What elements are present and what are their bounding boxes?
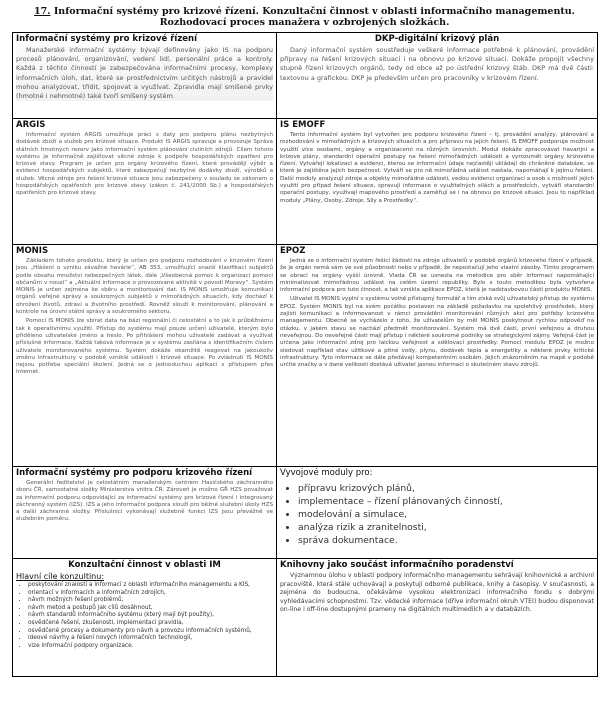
cell-body-monis xyxy=(16,258,273,377)
paragraph: Uživatel IS MONIS vyplní v systému volně přístupný formulář a tím získá svůj uživatelský přístup do systému EPOZ. Systém MONIS byl na svém počátku postaven na základě požadavku na spolehlivý prostředek, který zajistí komunikaci a informovanost v rámci provádění monitorování různých akcí pro potřeby krizového managementu. Obecně se vycházelo z toho, že uživatelům by měl MONIS poskytnout rychlou odpověď na otázku, v jakém stavu se nachází předmět monitorování. Systém má dvě části, první veřejnou a druhou neveřejnou. Do neveřejné části mají přístup i některé soukromé podniky se strategickými zájmy. Veřejná část je určena jako informační zdroj pro laickou veřejnost a sdělovací prostředky. Pomocí modulu EPOZ je možno sledovat například stav užitkové a pitné vody, plynu, dodávek tepla a energetiky a některé prvky kritické infrastruktury. Tyto informace se dále předávají kompetentním osobám. Jejich znázorněním na mapě v podobě určité značky a v dané velikosti dostává uživatel jasnou informaci o skutečném stavu zdrojů. xyxy=(280,296,594,369)
list-item: • orientací v informacích a informačních zdrojích, xyxy=(28,590,273,598)
list-item: • osvědčené procesy a dokumenty pro návrh a provozu informačních systémů, xyxy=(28,628,273,636)
paragraph: Jedná se o informační systém řešící žádosti na zdroje uživatelů v podobě orgánů krizového řízení v případě, že je orgán nemá sám ve své působnosti nebo v případě, že nepostačují jeho vlastní zásoby. Tímto programem se obrací na orgány vyšší úrovně. Vlada ČR se usnesla na metodice pro sběr informací napomáhající minimalizovat mimořádnou událost na celém území republiky. Bylo s touto metodikou byla vytvořena informační podpora pro tuto činnost, a tak vznikla aplikace EPOZ, která je nadstavbovou částí produktu MONIS. xyxy=(280,258,594,294)
cell-knihovny xyxy=(277,559,598,677)
paragraph: Tento informační systém byl vytvořen pro podporu krizového řízení – tj. provádění analýzy, plánování a rozhodování v mimořádných a krizových situacích a pro přípravu na jejich řešení. IS EMOFF podporuje možnost využití více osobami, orgány a organizacemi na různých úrovních. Modul dokáže zpracovávat havarijní a krizové plány, standardní operační postupy na řešení mimořádných událostí a vyrozumět orgány krizového řízení. Vytvářejí lokalizaci a evidenci, kterou se informační údaje nejčastěji ukládají do chráněné databáze, ve které je zajištěna jejich bezpečnost. Vytváří se pro ně mimořádná událost nastala, napomáhají k jejímu řešení. Další moduly analyzují zdroje a objekty mimořádné události, vedou evidenci organizací a osob s možností jejich využití pro případ řešení situace, spravují informace o využitelných silách a prostředcích, vytváří standardní operační postupy, využívají mapového prostředí a zaměřují se i na obnovu po krizové situaci. Jsou to například moduly „Plány, Osoby, Zdroje, Síly a Prostředky“. xyxy=(280,132,594,204)
cell-is-krizove xyxy=(13,33,277,119)
cell-body-epoz xyxy=(280,258,594,369)
paragraph: Významnou úlohu v oblasti podpory informačního managementu sehrávají knihovnické a archivní pracoviště, která stále uchovávají a poskytují odborné publikace, knihy a časopisy. V současnosti, a zejména do budoucna, očekáváme vysokou elektronizaci informačního fondu s dobrými vyhledávacími schopnostmi. Tzv. vědecké informace (dříve informační okruh VTEI) budou disponovat on-line i off-line dostupnými prameny na digitálních multimediích a v databázích. xyxy=(280,572,594,614)
cell-emoff xyxy=(277,119,598,245)
cell-title-vyvoj: Vyvojové moduly pro: xyxy=(280,468,373,478)
cell-argis xyxy=(13,119,277,245)
cell-title-podpora: Informační systémy pro podporu krizového řízení xyxy=(16,468,253,478)
list-item: • analýza rizik a zranitelnosti, xyxy=(298,521,594,534)
cell-title-is-krizove: Informační systémy pro krizové řízení xyxy=(16,34,198,44)
cell-monis xyxy=(13,245,277,467)
list-item: • poskytování znalostí a informací z oblasti informačního managementu a KIS, xyxy=(28,582,273,590)
heading-text: Informační systémy pro krizové řízení. Konzultační činnost v oblasti informačního managementu. Rozhodovací proces manažera v ozbrojených složkách. xyxy=(53,6,575,28)
cell-title-dkp: DKP-digitální krizový plán xyxy=(374,34,500,44)
paragraph: Daný informační systém soustředuje veškeré informace potřebné k plánování, provádění přípravy na řešení krizových situací i na obnovu po krizové situaci. Dokáže propojit všechny stupně řízení krizových orgánů, tedy od obce až po ústřední krizový štáb. DKP má dvě části: textovou a grafickou. DKP je především určen pro pracovníky v krizovém řízení. xyxy=(280,46,594,82)
list-item: • ideové návrhy a řešení nových informačních technologií, xyxy=(28,635,273,643)
paragraph: Pomocí IS MONIS lze sbírat data na bázi regionální či celostátní a to jak k průběžnému tak k operativnímu využití. Přístup do systému mají pouze určení uživatelé, kterým bylo přiděleno uživatelské jméno a heslo. Po přihlášení mohou uživatelé zadávat a využívat příslušné informace. Každá taková informace je v systému zasílána s identifikačním číslem uživatele monitorovaného systému. Systém dokáže okamžitě reagovat na jakoukoliv změnu infrastruktury v podobě vzniklé události i krizové situace. Po zvládnutí IS MONIS nejsou potřeba speciální školení. Jedná se o jednoduchou aplikaci s přístupem přes Internet. xyxy=(16,318,273,376)
list-item: • návrh standardů informačního systému (který mají být použity), xyxy=(28,612,273,620)
list-item: • osvědčené řešení, zkušenosti, implementaci pravidla, xyxy=(28,620,273,628)
list-item: • modelování a simulace, xyxy=(298,508,594,521)
list-item: • návrh možných řešení problémů, xyxy=(28,597,273,605)
cell-body-knihovny xyxy=(280,572,594,615)
cell-epoz xyxy=(277,245,598,467)
cell-body-dkp xyxy=(280,46,594,83)
cell-title-konzultace: Konzultační činnost v oblasti IM xyxy=(68,560,221,570)
list-item: • přípravu krizových plánů, xyxy=(298,482,594,495)
paragraph: Manažerské informační systémy bývají definovány jako IS na podporu procesů plánování, organizování, vedení lidí, personální práce a kontroly. Každá z těchto činností je zabezpečována informačními procesy, komplexy informačních úloh, dat, které se prostřednictvím určitých nástrojů a pravidel mohou analyzovat, třídit, spojovat a využívat. Zpravidla mají smíšené prvky (hmotné i nehmotné) také tvoří smíšený systém. xyxy=(16,46,273,101)
cell-title-argis: ARGIS xyxy=(16,120,46,130)
cell-podpora xyxy=(13,467,277,559)
document-heading xyxy=(12,6,597,28)
konzultace-list xyxy=(16,582,273,650)
vyvoj-list xyxy=(280,482,594,547)
cell-konzultace xyxy=(13,559,277,677)
list-item: • implementace – řízení plánovaných činností, xyxy=(298,495,594,508)
list-item: • vize informační podpory organizace. xyxy=(28,643,273,651)
konzultace-subtitle: Hlavní cíle konzultinu: xyxy=(16,572,105,581)
topic-grid xyxy=(12,32,598,677)
cell-dkp xyxy=(277,33,598,119)
heading-number: 17. xyxy=(34,6,51,17)
paragraph: Základem tohoto produktu, který je určen pro podporu rozhodování v krizovém řízení jsou „Hlášení o vzniku závažné havárie“, AB 353, umožňující snazší klasifikaci subjektů podle obsahu množství nebezpečných látek, dále „Všeobecná pomoc k organizaci pomoci občanům v nouzi“ a „Aktuální informace o provozované aktivitě v povodí Moravy“. Systém MONIS je určen zejména ke sběru a monitorování dat. IS MONIS umožňuje komunikaci orgánů veřejné správy a soukromých subjektů v mimořádných situacích, kdy dochází k ohrožení životů, zdraví a životního prostředí. Rovněž slouží k monitorování, plánování a kontrole na úrovni státní správy a soukromého sektoru. xyxy=(16,258,273,316)
paragraph: Informační systém ARGIS umožňuje práci s daty pro podporu plánu nezbytných dodávek zboží a služeb pro krizové situace. Produkt IS ARGIS spravuje a provozuje Správa státních hmotných rezerv jako informační systém plánování civilních zdrojů. Cílem tohoto systému je informačně zajišťovat věcné zdroje k podpoře hospodářských opatření pro krizové stavy. Program je určen pro orgány krizového řízení, které provádějí výběr a evidenci hospodářských subjektů, které zabezpečují nezbytné dodávky zboží, výrobků a služeb. Věcné zdroje pro řešení krizové situace jsou zabezpečeny v souladu se zákonem o hospodářských opatřeních pro krizové stavy (zákon č. 241/2000 Sb.) a hospodářských opatřeních pro krizové stavy. xyxy=(16,132,273,197)
paragraph: Generální ředitelství je celostátním manažerským centrem Hasičského záchranného sboru ČR, samostatné složky Ministerstva vnitra ČR. Zároveň je možno GŘ HZS považovat za informační podporu odpovídající za informační systémy pro krizové řízení i integrovaný záchranný systém (IZS). IZS a jeho informační podpora slouží pro běžné služební úkoly HZS a další záchranné složky. Příslušníci vykonávají služebně funkci IZS jsou převážně ve služebním poměru. xyxy=(16,480,273,523)
cell-title-epoz: EPOZ xyxy=(280,246,306,256)
list-item: • návrh metod a postupů jak cílů dosáhnout, xyxy=(28,605,273,613)
cell-body-is-krizove xyxy=(16,46,273,101)
cell-title-knihovny: Knihovny jako součást informačního poradenství xyxy=(280,560,514,570)
cell-vyvoj xyxy=(277,467,598,559)
list-item: • správa dokumentace. xyxy=(298,534,594,547)
cell-title-monis: MONIS xyxy=(16,246,49,256)
cell-title-emoff: IS EMOFF xyxy=(280,120,326,130)
cell-body-argis xyxy=(16,132,273,198)
cell-body-podpora xyxy=(16,480,273,524)
cell-body-emoff xyxy=(280,132,594,205)
